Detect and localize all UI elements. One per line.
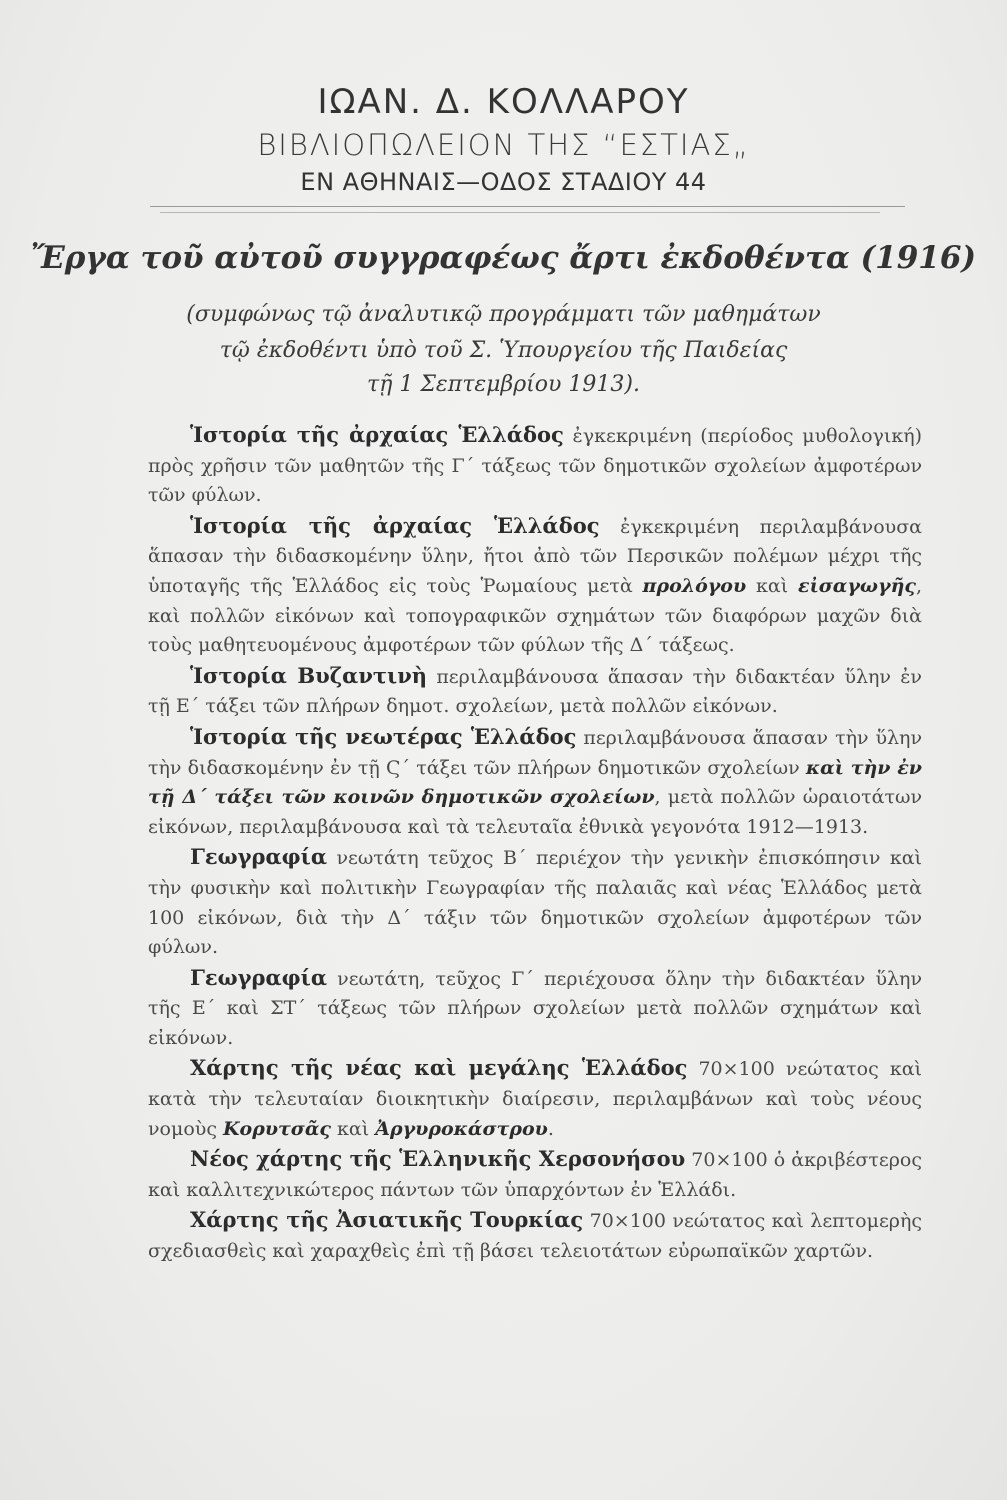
emphasis: προλόγου [642, 574, 747, 597]
book-entry [148, 963, 922, 1054]
book-description: περιλαμβάνουσα ἅπασαν τὴν διδακτέαν ὕλην ἐν τῇ Ε΄ τάξει τῶν πλήρων δημοτ. σχολείων, μετὰ πολλῶν εἰκόνων. [148, 665, 922, 718]
book-description: καὶ [746, 574, 799, 597]
book-title: Ἱστορία Βυζαντινὴ [190, 662, 428, 688]
book-entry [148, 842, 922, 962]
header-rule [150, 206, 905, 207]
emphasis: καὶ τὴν ἐν τῇ Δ΄ τάξει τῶν κοινῶν δημοτικῶν σχολείων [148, 756, 922, 809]
book-title: Χάρτης τῆς νέας καὶ μεγάλης Ἑλλάδος [190, 1055, 688, 1081]
book-title: Γεωγραφία [190, 844, 327, 870]
emphasis: Κορυτσᾶς [223, 1117, 332, 1140]
emphasis: εἰσαγωγῆς [798, 574, 916, 597]
book-entry [148, 1053, 922, 1144]
bookshop-name: ΒΙΒΛΙΟΠΩΛΕΙΟΝ ΤΗΣ “ΕΣΤΙΑΣ„ [257, 128, 750, 162]
subtitle-line-1: (συμφώνως τῷ ἀναλυτικῷ προγράμματι τῶν μαθημάτων [186, 302, 821, 327]
book-description: , μετὰ πολλῶν ὡραιοτάτων εἰκόνων, περιλαμβάνουσα καὶ τὰ τελευταῖα ἐθνικὰ γεγονότα 1912—1913. [148, 786, 922, 838]
book-description: περιλαμβάνουσα ἅπασαν τὴν ὕλην τὴν διδασκομένην ἐν τῇ Ϛ΄ τάξει τῶν πλήρων δημοτικῶν σχολείων [148, 726, 922, 779]
book-entry [148, 1144, 922, 1205]
publisher-name: ΙΩΑΝ. Δ. ΚΟΛΛΑΡΟΥ [317, 82, 690, 122]
book-title: Χάρτης τῆς Ἀσιατικῆς Τουρκίας [190, 1207, 584, 1233]
emphasis: Ἀργυροκάστρου [375, 1117, 548, 1140]
book-description: 70×100 νεώτατος καὶ κατὰ τὴν τελευταίαν διοικητικὴν διαίρεσιν, περιλαμβάνων καὶ τοὺς νέους νομοὺς [148, 1058, 922, 1140]
book-description: , καὶ πολλῶν εἰκόνων καὶ τοπογραφικῶν σχημάτων τῶν διαφόρων μαχῶν διὰ τοὺς μαθητευομένους ἀμφοτέρων τῶν φύλων τῆς Δ΄ τάξεως. [148, 574, 922, 657]
book-title: Ἱστορία τῆς ἀρχαίας Ἑλλάδος [190, 422, 564, 447]
book-description: καὶ [331, 1117, 376, 1140]
book-description: νεωτάτη, τεῦχος Γ΄ περιέχουσα ὅλην τὴν διδακτέαν ὕλην τῆς Ε΄ καὶ ΣΤ΄ τάξεως τῶν πλήρων σχολείων μετὰ πολλῶν σχημάτων καὶ εἰκόνων. [148, 967, 922, 1049]
book-entry [148, 722, 922, 842]
book-entry [148, 511, 922, 661]
book-description: . [547, 1117, 554, 1140]
book-list [148, 420, 922, 1267]
book-title: Γεωγραφία [190, 964, 327, 990]
document-title: Ἔργα τοῦ αὐτοῦ συγγραφέως ἄρτι ἐκδοθέντα (1916) [30, 240, 977, 276]
book-title: Ἱστορία τῆς νεωτέρας Ἑλλάδος [190, 723, 577, 749]
book-description: νεωτάτη τεῦχος Β΄ περιέχον τὴν γενικὴν ἐπισκόπησιν καὶ τὴν φυσικὴν καὶ πολιτικὴν Γεωγραφίαν τῆς παλαιᾶς καὶ νέας Ἑλλάδος μετὰ 100 εἰκόνων, διὰ τὴν Δ΄ τάξιν τῶν δημοτικῶν σχολείων ἀμφοτέρων τῶν φύλων. [148, 847, 922, 959]
subtitle-line-3: τῇ 1 Σεπτεμβρίου 1913). [367, 372, 640, 397]
book-entry [148, 420, 922, 511]
book-description: 70×100 νεώτατος καὶ λεπτομερὴς σχεδιασθεὶς καὶ χαραχθεὶς ἐπὶ τῇ βάσει τελειοτάτων εὐρωπαϊκῶν χαρτῶν. [148, 1210, 922, 1263]
book-title: Νέος χάρτης τῆς Ἑλληνικῆς Χερσονήσου [190, 1146, 686, 1172]
book-description: 70×100 ὁ ἀκριβέστερος καὶ καλλιτεχνικώτερος πάντων τῶν ὑπαρχόντων ἐν Ἑλλάδι. [148, 1149, 922, 1201]
bookshop-address: ΕΝ ΑΘΗΝΑΙΣ—ΟΔΟΣ ΣΤΑΔΙΟΥ 44 [300, 168, 707, 196]
book-description: ἐγκεκριμένη περιλαμβάνουσα ἅπασαν τὴν διδασκομένην ὕλην, ἤτοι ἀπὸ τῶν Περσικῶν πολέμων μέχρι τῆς ὑποταγῆς τῆς Ἑλλάδος εἰς τοὺς Ῥωμαίους μετὰ [148, 515, 923, 597]
book-description: ἐγκεκριμένη (περίοδος μυθολογική) πρὸς χρῆσιν τῶν μαθητῶν τῆς Γ΄ τάξεως τῶν δημοτικῶν σχολείων ἀμφοτέρων τῶν φύλων. [148, 425, 922, 507]
book-entry [148, 661, 922, 722]
book-entry [148, 1205, 922, 1266]
header-rule-secondary [160, 212, 880, 213]
subtitle-line-2: τῷ ἐκδοθέντι ὑπὸ τοῦ Σ. Ὑπουργείου τῆς Παιδείας [219, 338, 788, 363]
book-title: Ἱστορία τῆς ἀρχαίας Ἑλλάδος [190, 512, 600, 538]
